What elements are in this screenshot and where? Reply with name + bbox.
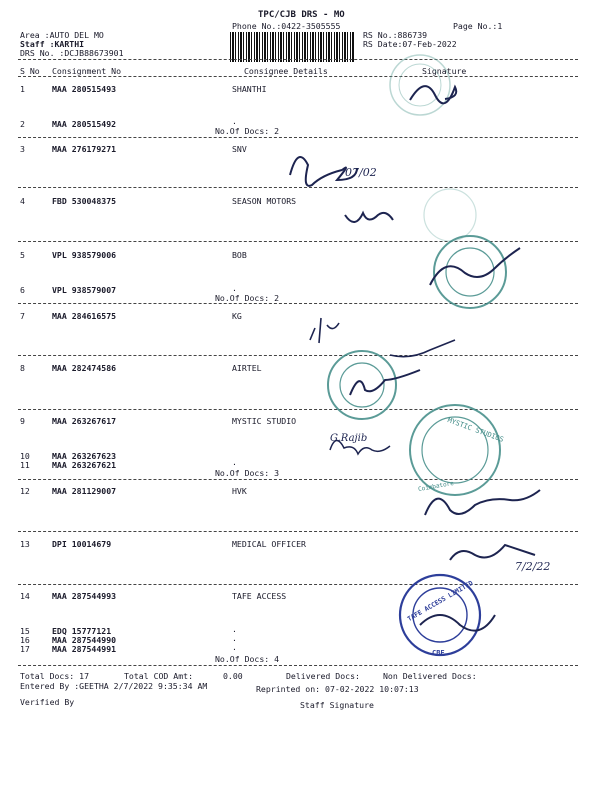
consignee-name: MYSTIC STUDIO [232, 416, 297, 426]
docs-count: No.Of Docs: 2 [215, 126, 280, 136]
row-sno: 17 [20, 644, 30, 654]
stamp-tafe-text: TAFE ACCESS LIMITED [405, 578, 475, 624]
row-sno: 12 [20, 486, 30, 496]
row-sno: 16 [20, 635, 30, 645]
row-sno: 2 [20, 119, 25, 129]
consignment-number: MAA 280515493 [52, 84, 117, 94]
docs-count: No.Of Docs: 3 [215, 468, 280, 478]
row-sno: 9 [20, 416, 25, 426]
staff-signature-label: Staff Signature [300, 700, 374, 710]
consignee-name: AIRTEL [232, 363, 262, 373]
consignee-name: SEASON MOTORS [232, 196, 297, 206]
signature-row8 [350, 370, 420, 395]
verified-by: Verified By [20, 697, 75, 707]
handwritten-date-row3: 07/02 [345, 166, 377, 179]
consignment-number: MAA 287544990 [52, 635, 117, 645]
row-sno: 15 [20, 626, 30, 636]
consignment-number: VPL 938579006 [52, 250, 117, 260]
delivered-docs: Delivered Docs: [286, 671, 360, 681]
dot-mark: . [232, 116, 237, 126]
consignment-number: MAA 263267623 [52, 451, 117, 461]
entered-by: Entered By :GEETHA 2/7/2022 9:35:34 AM [20, 681, 208, 691]
rs-number: RS No.:886739 [363, 30, 428, 40]
consignee-name: SHANTHI [232, 84, 267, 94]
signature-row4 [345, 213, 393, 222]
consignment-number: VPL 938579007 [52, 285, 117, 295]
reprinted-on: Reprinted on: 07-02-2022 10:07:13 [256, 684, 419, 694]
docs-count: No.Of Docs: 4 [215, 654, 280, 664]
row-sno: 7 [20, 311, 25, 321]
stamp-row8 [328, 351, 396, 419]
consignee-name: KG [232, 311, 242, 321]
area-field: Area :AUTO DEL MO [20, 30, 104, 40]
consignment-number: DPI 10014679 [52, 539, 112, 549]
dot-mark: . [232, 642, 237, 652]
consignment-number: MAA 281129007 [52, 486, 117, 496]
row-sno: 14 [20, 591, 30, 601]
row-sno: 11 [20, 460, 30, 470]
stamp-mystic-city: Coimbatore [417, 479, 455, 494]
row-sno: 8 [20, 363, 25, 373]
dot-mark: . [232, 283, 237, 293]
col-consignment: Consignment No [52, 66, 122, 76]
doc-title: TPC/CJB DRS - MO [258, 10, 345, 20]
consignee-name: HVK [232, 486, 247, 496]
consignment-number: MAA 287544993 [52, 591, 117, 601]
consignee-name: BOB [232, 250, 247, 260]
consignment-number: MAA 282474586 [52, 363, 117, 373]
signature-row7b [390, 340, 455, 357]
row-sno: 13 [20, 539, 30, 549]
docs-count: No.Of Docs: 2 [215, 293, 280, 303]
stamp-row5 [434, 236, 506, 308]
consignee-name: MEDICAL OFFICER [232, 539, 306, 549]
col-sno: S No [20, 66, 40, 76]
consignee-name: TAFE ACCESS [232, 591, 287, 601]
signature-row7 [310, 318, 339, 343]
consignment-number: MAA 284616575 [52, 311, 117, 321]
consignment-number: EDQ 15777121 [52, 626, 112, 636]
dot-mark: . [232, 457, 237, 467]
row-sno: 10 [20, 451, 30, 461]
row-sno: 4 [20, 196, 25, 206]
consignment-number: MAA 263267617 [52, 416, 117, 426]
rs-date: RS Date:07-Feb-2022 [363, 39, 457, 49]
faint-stamp-top [390, 55, 450, 115]
total-cod-value: 0.00 [223, 671, 243, 681]
consignment-number: MAA 263267621 [52, 460, 117, 470]
col-signature: Signature [422, 66, 467, 76]
signature-row13 [450, 545, 535, 560]
faint-stamp-row4 [424, 189, 476, 241]
col-consignee: Consignee Details [244, 66, 328, 76]
total-docs: Total Docs: 17 [20, 671, 90, 681]
row-sno: 6 [20, 285, 25, 295]
phone-number: Phone No.:0422-3505555 [232, 21, 341, 31]
non-delivered-docs: Non Delivered Docs: [383, 671, 477, 681]
consignment-number: MAA 276179271 [52, 144, 117, 154]
row-sno: 3 [20, 144, 25, 154]
staff-field: Staff :KARTHI [20, 39, 85, 49]
dot-mark: . [232, 624, 237, 634]
dot-mark: . [232, 633, 237, 643]
drs-number: DRS No. :DCJB88673901 [20, 48, 124, 58]
signature-row14 [420, 615, 495, 631]
stamp-mystic-text: MYSTIC STUDIOS [446, 416, 505, 444]
page-number: Page No.:1 [453, 21, 503, 31]
row-sno: 5 [20, 250, 25, 260]
row-sno: 1 [20, 84, 25, 94]
total-cod-label: Total COD Amt: [124, 671, 194, 681]
stamp-tafe-city: CBE [432, 649, 445, 657]
handwritten-name-row9: G.Rajib [330, 433, 368, 444]
consignee-name: SNV [232, 144, 247, 154]
consignment-number: MAA 287544991 [52, 644, 117, 654]
consignment-number: MAA 280515492 [52, 119, 117, 129]
handwritten-date-row13: 7/2/22 [515, 560, 551, 573]
consignment-number: FBD 530048375 [52, 196, 117, 206]
